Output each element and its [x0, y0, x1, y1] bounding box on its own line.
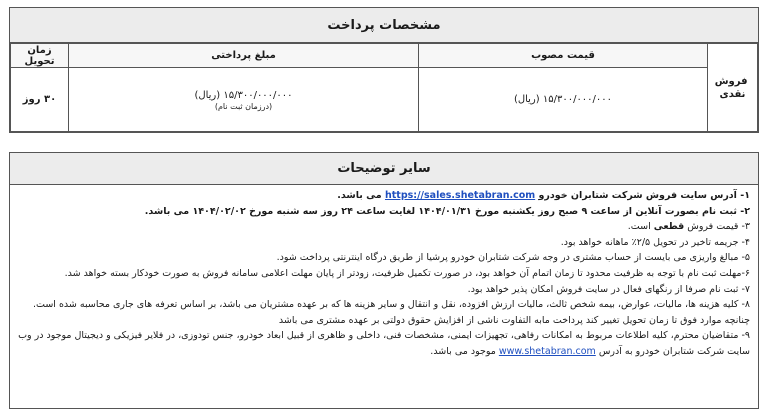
- website-link[interactable]: www.shetabran.com: [498, 345, 596, 357]
- approved-price-header: قیمت مصوب: [419, 44, 708, 68]
- approved-price-value: ۱۵/۳۰۰/۰۰۰/۰۰۰ (ریال): [419, 68, 708, 132]
- note-4: ۴- جریمه تاخیر در تحویل ۲/۵٪ ماهانه خواهد بود.: [560, 236, 750, 248]
- payment-table: [10, 43, 758, 132]
- payment-amount-cell: [69, 68, 419, 132]
- payment-section-title: مشخصات پرداخت: [10, 8, 758, 43]
- note-7: ۷- ثبت نام صرفا از رنگهای فعال در سایت فروش امکان پذیر خواهد بود.: [467, 283, 750, 295]
- note-9: ۹- متقاضیان محترم، کلیه اطلاعات مربوط به امکانات رفاهی، تجهیزات ایمنی، مشخصات فنی، داخلی و ظاهری از قبیل ابعاد خودرو، جنس تودوزی، در فلایر فیزیکی و دیجیتال موجود در وب سایت شرکت شتابران خودرو به آدرس www.shetabran.com موجود می باشد.: [18, 330, 750, 357]
- note-5: ۵- مبالغ واریزی می بایست از حساب مشتری در وجه شرکت شتابران خودرو پرشیا از طریق درگاه اینترنتی پرداخت شود.: [276, 252, 750, 264]
- note-8: ۸- کلیه هزینه ها، مالیات، عوارض، بیمه شخص ثالث، مالیات ارزش افزوده، نقل و انتقال و سایر هزینه ها که بر عهده مشتریان می باشد، بر اساس تعرفه های جاری محاسبه شده است. چنانچه موارد فوق تا زمان تحویل تغییر کند پرداخت مابه التفاوت ناشی از افزایش حقوق دولتی بر عهده مشتری می باشد: [32, 299, 750, 326]
- note-1: ۱- آدرس سایت فروش شرکت شتابران خودرو https://sales.shetabran.com می باشد.: [337, 190, 750, 201]
- notes-section-title: سایر توضیحات: [10, 153, 758, 185]
- payment-amount-note: (درزمان ثبت نام): [214, 101, 273, 111]
- delivery-time-header: زمان تحویل: [11, 44, 69, 68]
- payment-amount-value: ۱۵/۳۰۰/۰۰۰/۰۰۰ (ریال): [194, 89, 293, 101]
- note-3: ۳- قیمت فروش قطعی است.: [627, 221, 750, 233]
- notes-list: [10, 185, 758, 360]
- sales-site-link[interactable]: https://sales.shetabran.com: [384, 190, 536, 201]
- delivery-time-value: ۳۰ روز: [11, 68, 69, 132]
- payment-amount-header: مبلغ پرداختی: [69, 44, 419, 68]
- note-6: ۶-مهلت ثبت نام با توجه به ظرفیت محدود تا زمان اتمام آن خواهد بود، در صورت تکمیل ظرفیت، زودتر از پایان مهلت اعلامی سامانه فروش به صورت خودکار بسته خواهد شد.: [64, 267, 750, 279]
- notes-section: [9, 152, 759, 409]
- sale-type-cell: [708, 44, 758, 132]
- sale-type: فروش نقدی: [714, 75, 748, 100]
- note-2: ۲- ثبت نام بصورت آنلاین از ساعت ۹ صبح روز یکشنبه مورخ ۱۴۰۴/۰۱/۳۱ لغایت ساعت ۲۴ روز سه شنبه مورخ ۱۴۰۴/۰۲/۰۲ می باشد.: [144, 205, 750, 217]
- payment-section: [9, 7, 759, 133]
